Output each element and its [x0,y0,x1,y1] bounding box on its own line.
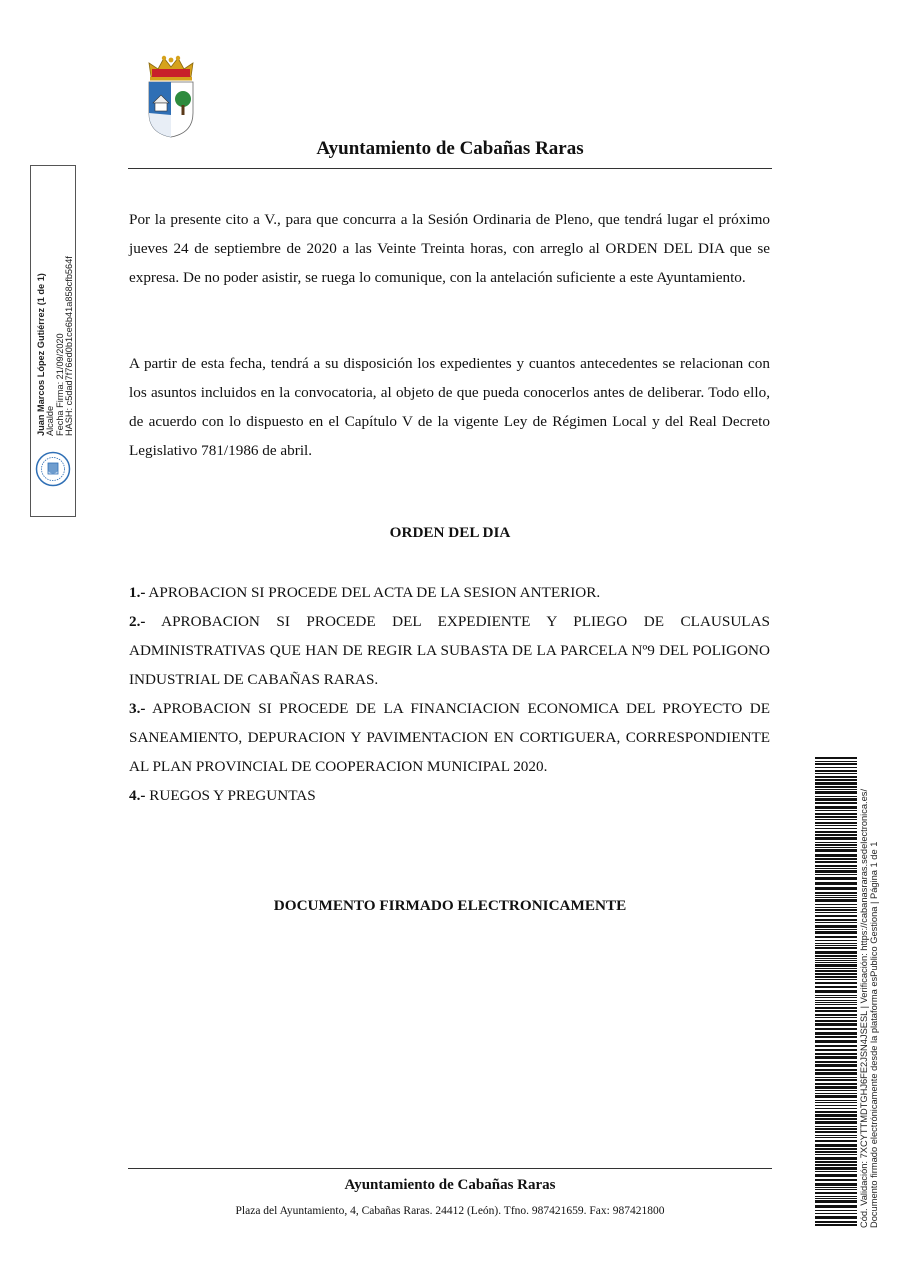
barcode-bar [815,1083,857,1085]
barcode-bar [815,1137,857,1138]
signature-text [37,256,75,436]
signed-notice: DOCUMENTO FIRMADO ELECTRONICAMENTE [273,897,627,914]
barcode-bar [815,1154,857,1155]
barcode-bar [815,1213,857,1214]
barcode-bar [815,1023,857,1026]
barcode-bar [815,1095,857,1098]
barcode-bar [815,922,857,923]
barcode-bar [815,1077,857,1078]
barcode-bar [815,1171,857,1172]
barcode-bar [815,1198,857,1199]
barcode-bar [815,929,857,930]
barcode-bar [815,1167,857,1170]
footer-title: Ayuntamiento de Cabañas Raras [344,1177,556,1193]
barcode-bar [815,1061,857,1063]
barcode-bar [815,868,857,869]
barcode-bar [815,1086,857,1089]
barcode-bar [815,915,857,917]
barcode-bar [815,892,857,894]
barcode-bar [815,1157,857,1160]
barcode-bar [815,919,857,921]
barcode-bar [815,882,857,885]
agenda-item-number: 2.- [129,613,146,630]
agenda-item [129,607,770,694]
barcode-bar [815,1192,857,1194]
barcode-bar [815,1079,857,1081]
footer-address: Plaza del Ayuntamiento, 4, Cabañas Raras. 24412 (León). Tfno. 987421659. Fax: 987421800 [235,1205,665,1217]
barcode-bar [815,1144,857,1147]
barcode-bar [815,773,857,774]
barcode-bar [815,1174,857,1177]
barcode-bar [815,947,857,949]
barcode-bar [815,858,857,860]
barcode-bar [815,925,857,928]
barcode-bar [815,958,857,959]
agenda-item [129,694,770,781]
barcode-bar [815,979,857,980]
barcode-bar [815,847,857,848]
barcode-bar [815,854,857,857]
barcode-bar [815,1108,857,1109]
barcode-bar [815,1000,857,1001]
barcode-bar [815,1002,857,1003]
barcode-bar [815,1135,857,1136]
paragraph-disposition: A partir de esta fecha, tendrá a su disposición los expedientes y cuantos antecedentes se relacionan con los asuntos incluidos en la convocatoria, al objeto de que pueda conocerlos antes de deliberar. Todo ello, de acuerdo con lo dispuesto en el Capítulo V de la vigente Ley de Régimen Local y del Real Decreto Legislativo 781/1986 de abril. [129,355,770,459]
barcode-bar [815,1093,857,1094]
barcode-bar [815,1064,857,1067]
agenda-list [129,578,770,810]
barcode-bar [815,968,857,969]
barcode-bar [815,1032,857,1035]
barcode-bar [815,982,857,984]
barcode-bar [815,1164,857,1166]
barcode-bar [815,837,857,840]
barcode-bar [815,776,857,778]
barcode-bar [815,1069,857,1071]
barcode-bar [815,986,857,988]
barcode-bar [815,796,857,797]
barcode-bar [815,763,857,765]
barcode-bar [815,973,857,975]
agenda-item-text: APROBACION SI PROCEDE DE LA FINANCIACION ECONOMICA DEL PROYECTO DE SANEAMIENTO, DEPURACION Y PAVIMENTACION EN CORTIGUERA, CORRESPONDIENTE AL PLAN PROVINCIAL DE COOPERACION MUNICIPAL 2020. [129,700,770,775]
signature-date: Fecha Firma: 21/09/2020 [54,333,65,436]
barcode-icon [815,757,857,1228]
barcode-bar [815,828,857,829]
barcode-bar [815,1187,857,1188]
agenda-item-text: APROBACION SI PROCEDE DEL EXPEDIENTE Y PLIEGO DE CLAUSULAS ADMINISTRATIVAS QUE HAN DE REGIR LA SUBASTA DE LA PARCELA Nº9 DEL POLIGONO INDUSTRIAL DE CABAÑAS RARAS. [129,613,770,688]
barcode-bar [815,1210,857,1211]
agenda-item-number: 1.- [129,584,146,601]
barcode-bar [815,970,857,972]
barcode-bar [815,825,857,826]
barcode-bar [815,1100,857,1101]
barcode-bar [815,887,857,890]
barcode-bar [815,1196,857,1197]
barcode-bar [815,1010,857,1012]
barcode-bar [815,1131,857,1133]
barcode-bar [815,786,857,788]
barcode-bar [815,960,857,961]
barcode-bar [815,770,857,772]
barcode-bar [815,964,857,967]
barcode-bar [815,1189,857,1190]
barcode-bar [815,1040,857,1043]
barcode-bar [815,1056,857,1059]
barcode-bar [815,1183,857,1186]
barcode-bar [815,1017,857,1018]
verification-code: Cód. Validación: 7XCYTTMDTGHJ6FE2JSN4JSESL | Verificación: https://cabanasraras.sedelectronica.es/ [859,788,869,1228]
footer-divider [128,1168,772,1169]
page-title: Ayuntamiento de Cabañas Raras [316,138,584,159]
barcode-bar [815,806,857,809]
barcode-bar [815,909,857,911]
agenda-heading: ORDEN DEL DIA [389,524,511,541]
barcode-bar [815,861,857,863]
barcode-bar [815,789,857,790]
barcode-bar [815,907,857,908]
barcode-bar [815,955,857,957]
barcode-bar [815,1111,857,1113]
barcode-bar [815,1090,857,1091]
coat-of-arms-logo [145,55,197,139]
barcode-bar [815,1072,857,1075]
barcode-bar [815,798,857,801]
barcode-bar [815,1179,857,1181]
barcode-bar [815,816,857,818]
barcode-bar [815,951,857,954]
barcode-bar [815,1205,857,1208]
barcode-bar [815,1036,857,1038]
barcode-bar [815,1151,857,1153]
barcode-bar [815,904,857,905]
barcode-bar [815,813,857,815]
barcode-bar [815,1014,857,1016]
barcode-bar [815,831,857,833]
seal-icon [35,451,71,487]
barcode-bar [815,1114,857,1117]
barcode-bar [815,962,857,963]
barcode-bar [815,897,857,898]
barcode-bar [815,834,857,836]
barcode-bar [815,874,857,875]
barcode-bar [815,936,857,938]
signer-name: Juan Marcos López Gutiérrez (1 de 1) [36,273,46,436]
barcode-bar [815,976,857,978]
agenda-item [129,781,770,810]
agenda-item-text: RUEGOS Y PREGUNTAS [149,787,316,804]
barcode-bar [815,997,857,998]
barcode-bar [815,931,857,934]
barcode-bar [815,990,857,993]
agenda-item-text: APROBACION SI PROCEDE DEL ACTA DE LA SESION ANTERIOR. [148,584,601,601]
barcode-bar [815,779,857,781]
barcode-bar [815,895,857,896]
barcode-bar [815,940,857,941]
barcode-bar [815,1140,857,1142]
agenda-item [129,578,770,607]
barcode-bar [815,791,857,794]
barcode-bar [815,1121,857,1124]
barcode-bar [815,822,857,824]
signature-box [30,165,76,517]
signer-role: Alcalde [45,405,56,436]
barcode-bar [815,757,857,759]
barcode-bar [815,1028,857,1030]
barcode-bar [815,899,857,902]
barcode-bar [815,1216,857,1219]
barcode-bar [815,844,857,846]
barcode-bar [815,1053,857,1055]
barcode-bar [815,761,857,762]
barcode-bar [815,995,857,996]
barcode-bar [815,945,857,946]
barcode-bar [815,842,857,843]
barcode-bar [815,1221,857,1223]
barcode-bar [815,767,857,768]
barcode-bar [815,1148,857,1150]
barcode-bar [815,877,857,880]
agenda-item-number: 3.- [129,700,146,717]
barcode-bar [815,1020,857,1022]
barcode-bar [815,849,857,852]
header-divider [128,168,772,169]
signature-hash: HASH: c5dad7f76ed0b1ce6b41a858cfb564f [64,256,75,436]
barcode-bar [815,943,857,944]
barcode-bar [815,870,857,873]
barcode-bar [815,1224,857,1226]
verification-platform: Documento firmado electrónicamente desde la plataforma esPublico Gestiona | Página 1 de 1 [869,841,879,1228]
barcode-bar [815,802,857,804]
barcode-bar [815,782,857,785]
verification-text [859,789,879,1228]
barcode-bar [815,865,857,867]
barcode-bar [815,1105,857,1106]
barcode-bar [815,810,857,811]
paragraph-citation: Por la presente cito a V., para que concurra a la Sesión Ordinaria de Pleno, que tendrá lugar el próximo jueves 24 de septiembre de 2020 a las Veinte Treinta horas, con arreglo al ORDEN DEL DIA que se expresa. De no poder asistir, se ruega lo comunique, con la antelación suficiente a este Ayuntamiento. [129,211,770,286]
barcode-bar [815,912,857,913]
agenda-item-number: 4.- [129,787,146,804]
barcode-bar [815,1200,857,1203]
barcode-bar [815,1126,857,1127]
barcode-bar [815,1102,857,1103]
barcode-bar [815,1161,857,1163]
barcode-bar [815,819,857,820]
barcode-bar [815,1128,857,1130]
barcode-bar [815,1118,857,1120]
barcode-bar [815,1045,857,1047]
barcode-bar [815,1004,857,1005]
barcode-bar [815,1049,857,1051]
barcode-bar [815,1007,857,1009]
